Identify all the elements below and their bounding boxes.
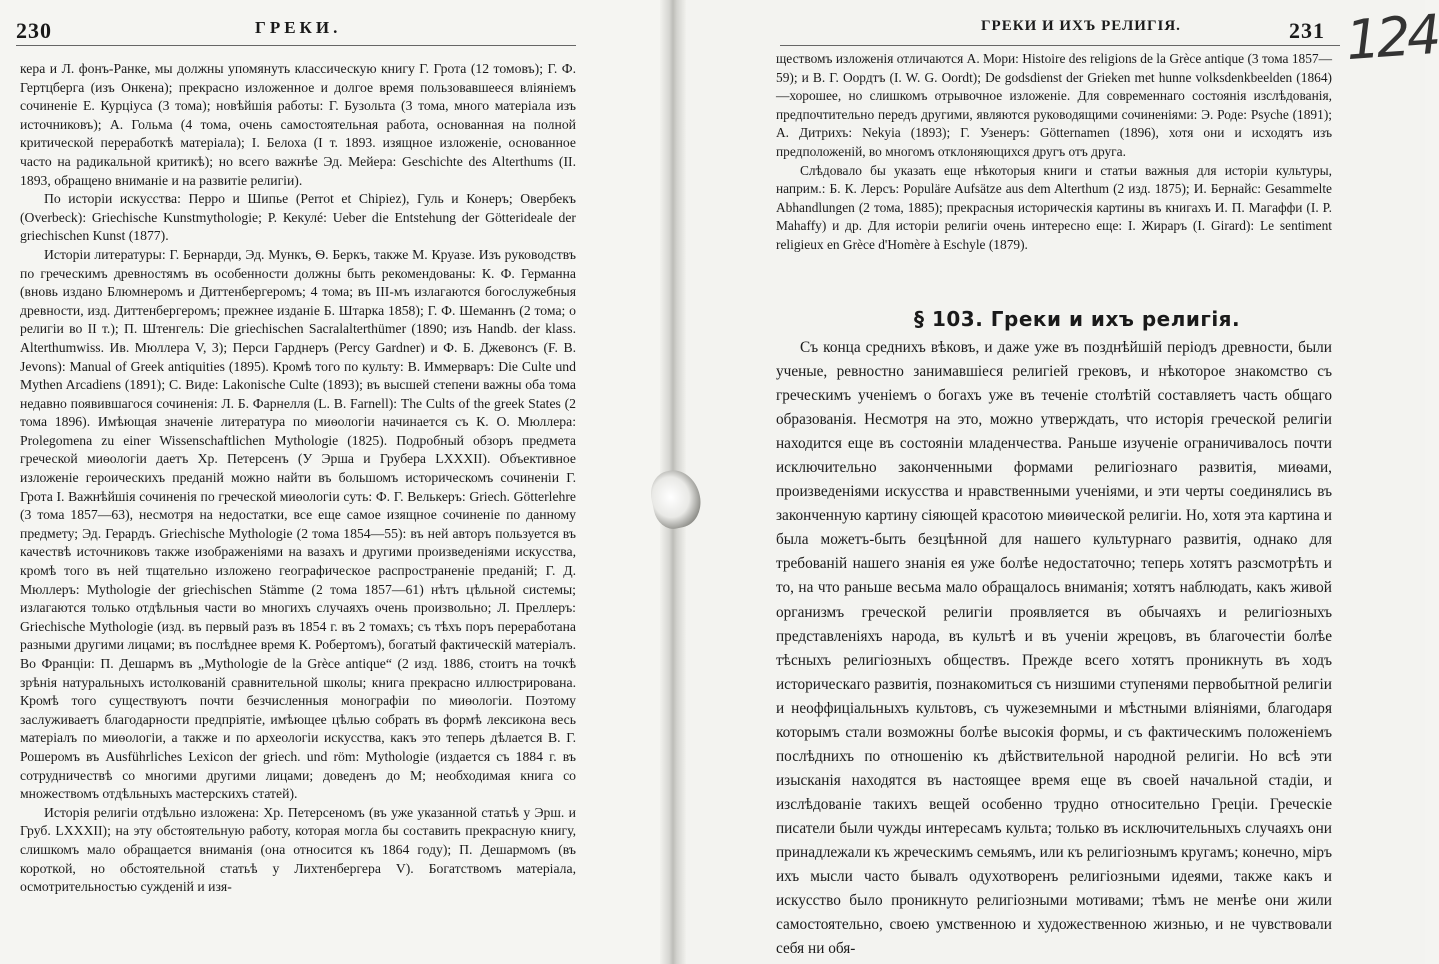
paragraph: Исторія религіи отдѣльно изложена: Хр. Петерсеномъ (въ уже указанной статьѣ у Эрш. и Груб. LXXXII); на эту обстоятельную работу, которая могла бы составить прекрасную книгу, слишкомъ мало обращается вниманія (она относится къ 1864 году); П. Дешармомъ (въ короткой, но обстоятельной статьѣ у Лихтенбергера V). Богатствомъ матеріала, осмотрительностью сужденій и изя-: [20, 804, 576, 895]
paragraph: кера и Л. фонъ-Ранке, мы должны упомянуть классическую книгу Г. Грота (12 томовъ); Г. Ф. Гертцберга (изъ Онкена); прекрасно изложенное и долгое время пользовавшееся вліяніемъ сочиненіе Е. Курціуса (3 тома); новѣйшія работы: Г. Бузольта (3 тома, много матеріала изъ источниковъ); А. Гольма (4 тома, очень самостоятельная работа, основанная на полной критической переработкѣ матеріала); І. Белоха (I т. 1893. изящное изложеніе, основанное часто на радикальной критикѣ); но всего важнѣе Эд. Мейера: Geschichte des Alterthums (II. 1893, обращено вниманіе и на развитіе религіи).: [20, 61, 576, 188]
header-rule-right: [780, 45, 1340, 46]
paragraph: Съ конца среднихъ вѣковъ, и даже уже въ позднѣйшій періодъ древности, были ученые, ревностно занимавшіеся религіей грековъ, и нѣкоторое знакомство съ греческимъ ученіемъ о богахъ уже въ теченіе столѣтій составляетъ часть общаго образованія. Несмотря на это, можно утверждать, что исторія греческой религіи находится еще въ состояніи младенчества. Раньше изученіе ограничивалось почти исключительно законченными формами религіознаго развитія, миѳами, произведеніями искусства и нравственными ученіями, и эти черты соединялись въ законченную картину сіяющей красотою миѳической религіи. Но, хотя эта картина и была можетъ-быть безцѣнной для нашего культурнаго развитія, однако для требованій нашего знанія ея уже болѣе недостаточно; теперь хотятъ разсмотрѣть и то, на что раньше весьма мало обращалось вниманія; хотятъ наблюдать, какъ живой организмъ греческой религіи проявляется въ обычаяхъ и религіозныхъ представленіяхъ народа, въ культѣ и въ ученіи жрецовъ, въ благочестіи болѣе тѣсныхъ религіозныхъ обществъ. Прежде всего хотятъ проникнуть въ ходъ историческаго развитія, познакомиться съ низшими ступенями первобытной религіи и неоффиціальныхъ культовъ, съ чужеземными и мѣстными вліяніями, благодаря которымъ стали возможны болѣе высокія формы, и съ фактическимъ положеніемъ послѣднихъ по отношенію къ дѣйствительной народной религіи. Но всѣ эти изысканія находятся въ настоящее время еще въ своей начальной стадіи, и изслѣдованіе такихъ вещей особенно трудно относительно Греціи. Греческіе писатели были чужды интересамъ культа; только въ исключительныхъ случаяхъ они принадлежали къ жреческимъ семьямъ, или къ религіознымъ кругамъ; конечно, міръ ихъ мысли часто бывалъ одухотворенъ религіозными идеями, также какъ и искусство было проникнуто религіозными мотивами; тѣмъ не менѣе они жили самостоятельно, своею умственною и художественною жизнью, и не чувствовали себя ни обя-: [776, 339, 1332, 958]
paragraph: Исторіи литературы: Г. Бернарди, Эд. Мункъ, Ѳ. Беркъ, также М. Круазе. Изъ руководствъ по греческимъ древностямъ въ особенности должны быть рекомендованы: К. Ф. Германна (вновь издано Блюмнеромъ и Диттенбергеромъ; 4 тома; въ III-мъ излагаются богослужебныя древности, изд. Диттенбергеромъ; прежнее изданіе Б. Штарка 1858); Г. Ф. Шеманнъ (2 тома; о религіи во II т.); П. Штенгель: Die griechischen Sacralalterthümer (1890; изъ Handb. der klass. Alterthumwiss. Ив. Мюллера V, 3); Перси Гарднеръ (Percy Gardner) и Ф. Б. Джевонсъ (F. B. Jevons): Manual of Greek antiquities (1895). Кромѣ того по культу: В. Иммерваръ: Die Culte und Mythen Arcadiens (1891); С. Виде: Lakonische Culte (1893); въ высшей степени важны оба тома недавно появившагося сочиненія: Л. Б. Фарнелля (L. B. Farnell): The Cults of the greek States (2 тома 1896). Имѣющая значеніе литература по миѳологіи начинается съ К. О. Мюллера: Prolegomena zu einer Wissenschaftlichen Mythologie (1825). Подробный обзоръ предмета греческой миѳологіи даетъ Хр. Петерсенъ (У Эрша и Грубера LXXXII). Объективное изложеніе героическихъ преданій можно найти въ большомъ историческомъ сочиненіи Г. Грота I. Важнѣйшія сочиненія по греческой миѳологіи суть: Ф. Г. Велькеръ: Griech. Götterlehre (3 тома 1857—63), несмотря на недостатки, все еще самое изящное сочиненіе по данному предмету; Эд. Герардъ. Griechische Mythologie (2 тома 1854—55): въ ней авторъ пользуется въ качествѣ источниковъ также изображеніями на вазахъ и другими произведеніями искусства, кромѣ того въ ней тщательно изложено географическое распространеніе преданій; Г. Д. Мюллеръ: Mythologie der griechischen Stämme (2 тома 1857—61) нѣтъ цѣльной системы; излагаются только отдѣльныя части во многихъ случаяхъ очень произвольно; Л. Преллеръ: Griechische Mythologie (изд. въ первый разъ въ 1854 г. въ 2 томахъ; съ тѣхъ поръ переработана разными другими лицами; въ послѣднее время К. Робертомъ), богатый фактическій матеріалъ. Во Франціи: П. Дешармъ въ „Mythologie de la Grèce antique“ (2 изд. 1886, стоитъ на точкѣ зрѣнія натуральныхъ истолкованій сравнительной школы; книга прекрасно иллюстрирована. Кромѣ того существуютъ почти безчисленныя монографіи по миѳологіи. Поэтому заслуживаетъ благодарности предпріятіе, имѣющее цѣлью собрать въ формѣ лексикона весь матеріалъ по миѳологіи, а также и по археологіи искусства, какъ это теперь дѣлается В. Г. Рошеромъ въ Ausführliches Lexicon der griech. und röm: Mythologie (издается съ 1884 г. въ сотрудничествѣ со многими другими лицами; доведенъ до М; необходимая книга со множествомъ отдѣльныхъ мастерскихъ статей).: [20, 246, 576, 802]
section-heading: § 103. Греки и ихъ религія.: [914, 307, 1241, 331]
running-head-right: ГРЕКИ И ИХЪ РЕЛИГІЯ.: [981, 18, 1181, 34]
bibliography-notes: [776, 50, 1332, 255]
section-body: [776, 336, 1332, 961]
page-number-left: 230: [16, 18, 52, 43]
paragraph: Слѣдовало бы указать еще нѣкоторыя книги и статьи важныя для исторіи культуры, наприм.: Б. К. Лерсъ: Populäre Aufsätze aus dem Alterthum (2 изд. 1875); И. Бернайс: Gesammelte Abhandlungen (2 тома, 1885); прекрасныя историческія картины въ книгахъ И. П. Магаффи (I. P. Mahaffy) и др. Для исторіи религіи очень интересно еще: I. Жираръ (I. Girard): Le sentiment religieux en Grèce d'Homère à Eschyle (1879).: [776, 162, 1332, 252]
right-page: [676, 0, 1439, 964]
left-page: [0, 0, 670, 964]
running-head-left: ГРЕКИ.: [255, 18, 342, 37]
page-number-right: 231: [1289, 18, 1325, 43]
left-page-text: [20, 60, 576, 897]
paragraph: ществомъ изложенія отличаются А. Мори: Histoire des religions de la Grèce antique (3 тома 1857—59); и В. Г. Оордтъ (I. W. G. Oordt); De godsdienst der Grieken met hunne volksdenkbeelden (1864)—хорошее, но слишкомъ отрывочное изложеніе. Для современнаго состоянія изслѣдованія, предпочтительно передъ другими, являются руководящими сочиненіями: Э. Роде: Psyche (1891); А. Дитрихъ: Nekyia (1893); Г. Узенеръ: Götternamen (1896), хотя они и исходятъ изъ предположеній, во многомъ отклоняющихся другъ отъ друга.: [776, 51, 1332, 159]
handwritten-page-note: 124: [1343, 2, 1439, 73]
paragraph: По исторіи искусства: Перро и Шипье (Perrot et Chipiez), Гуль и Конеръ; Овербекъ (Overbeck): Griechische Kunstmythologie; Р. Кекулé: Ueber die Entstehung der Götterideale der griechischen Kunst (1877).: [20, 191, 576, 244]
header-rule-left: [16, 45, 576, 46]
